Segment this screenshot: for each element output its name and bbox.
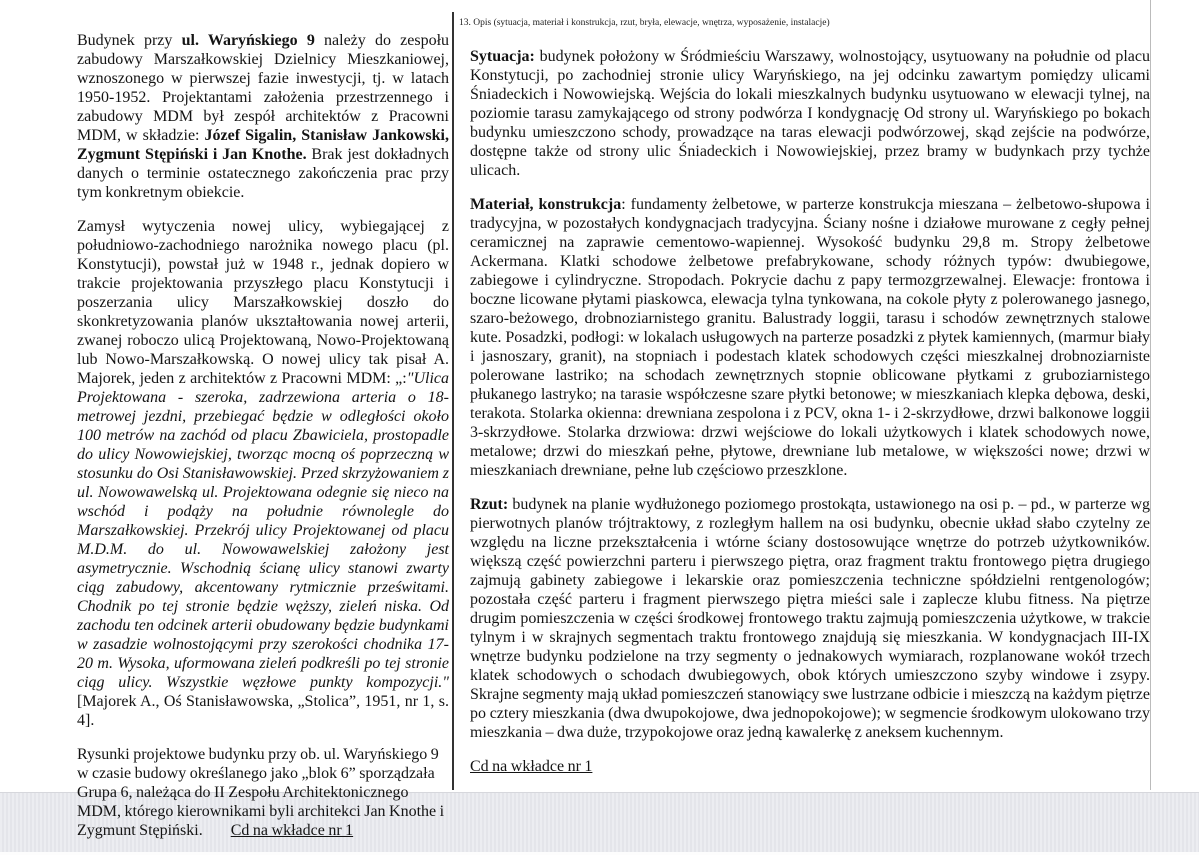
continued-link[interactable]: Cd na wkładce nr 1	[470, 758, 593, 775]
continued-paragraph	[470, 757, 1150, 776]
architects-bold: Józef Sigalin, Stanisław Jankowski, Zygmunt Stępiński i Jan Knothe.	[77, 127, 449, 163]
page-edge-line	[1150, 0, 1151, 790]
text: należy do zespołu zabudowy Marszałkowskiej Dzielnicy Mieszkaniowej, wznoszonego w pierwszej fazie inwestycji, tj. w latach 1950-1952. Projektantami założenia przestrzennego i zabudowy MDM był zespół architektów z Pracowni MDM, w składzie:	[77, 32, 450, 144]
history-paragraph	[77, 217, 449, 730]
plan-label: Rzut:	[470, 496, 509, 513]
section-header: 13. Opis (sytuacja, materiał i konstrukcja, rzut, bryła, elewacje, wnętrza, wyposażenie, instalacje)	[459, 18, 830, 28]
text: : fundamenty żelbetowe, w parterze konstrukcja mieszana – żelbetowo-słupowa i tradycyjna, w pozostałych kondygnacjach tradycyjna. Ściany nośne i działowe murowane z cegły pełnej ceramicznej na zaprawie cementowo-wapiennej. Wysokość budynku 29,8 m. Stropy żelbetowe Ackermana. Klatki schodowe żelbetowe prefabrykowane, schody różnych typów: dwubiegowe, zabiegowe i cylindryczne. Stropodach. Pokrycie dachu z papy termozgrzewalnej. Elewacje: frontowa i boczne licowane płytami piaskowca, elewacja tylna tynkowana, na cokole płyty z polerowanego jasnego, szaro-beżowego, drobnoziarnistego granitu. Balustrady loggii, tarasu i schodów zewnętrznych stalowe kute. Posadzki, podłogi: w lokalach usługowych na parterze posadzki z płytek kamiennych, (marmur biały i jasnoszary, granit), na stopniach i podestach klatek schodowych części mieszkalnej drobnoziarniste polerowane lastriko; na schodach zewnętrznych stopnie oblicowane płytkami z gruboziarnistego płukanego lastryko; na tarasie współczesne szare płytki betonowe; w mieszkaniach klepka dębowa, deski, terakota. Stolarka okienna: drewniana zespolona i z PCV, okna 1- i 2-skrzydłowe, drzwi balkonowe loggii 3-skrzydłowe. Stolarka drzwiowa: drzwi wejściowe do lokali użytkowych i klatek schodowych nowe, metalowe; drzwi do mieszkań pełne, płytowe, drewniane lub metalowe, w większości nowe; drzwi w mieszkaniach drewniane, pełne lub częściowo przeszklone.	[470, 196, 1150, 479]
situation-label: Sytuacja:	[470, 48, 535, 65]
left-column	[77, 31, 449, 855]
text: budynek na planie wydłużonego poziomego prostokąta, ustawionego na osi p. – pd., w parterze wg pierwotnych planów trójtraktowy, z rozległym hallem na osi budynku, obecnie układ słabo czytelny ze względu na liczne przekształcenia i wtórne ściany dostosowujące wnętrze do potrzeb użytkowników. większą część powierzchni parteru i pierwszego piętra, oraz fragment traktu frontowego piętra drugiego zajmują gabinety zabiegowe i lekarskie oraz pomieszczenia techniczne spółdzielni rentgenologów; pozostała część parteru i fragment pierwszego piętra mieści sale i zaplecze klubu fitness. Na piętrze drugim pomieszczenia w części środkowej frontowego traktu zajmują pomieszczenia użytkowe, w trakcie tylnym i w skrajnych segmentach traktu frontowego znajdują się mieszkania. W kondygnacjach III-IX wnętrze budynku podzielone na trzy segmenty o jednakowych wymiarach, rozplanowane wokół trzech klatek schodowych o schodach dwubiegowych, obok których umieszczono szyby windowe i zsypy. Skrajne segmenty mają układ pomieszczeń stanowiący swe lustrzane odbicie i mieszczą na każdym piętrze po cztery mieszkania (dwa dwupokojowe, dwa jednopokojowe); w segmencie środkowym ulokowano trzy mieszkania – dwa duże, trzypokojowe oraz jedną kawalerkę z aneksem kuchennym.	[470, 496, 1150, 741]
drawings-paragraph	[77, 745, 449, 840]
material-paragraph	[470, 195, 1150, 480]
plan-paragraph	[470, 495, 1150, 742]
text: Rysunki projektowe budynku przy ob. ul. Waryńskiego 9 w czasie budowy określanego jako „blok 6” sporządzała Grupa 6, należąca do II Zespołu Architektonicznego MDM, którego kierownikami byli architekci Jan Knothe i Zygmunt Stępiński.	[77, 746, 445, 839]
citation: [Majorek A., Oś Stanisławowska, „Stolica”, 1951, nr 1, s. 4].	[77, 693, 449, 729]
right-column	[470, 47, 1150, 791]
situation-paragraph	[470, 47, 1150, 180]
intro-paragraph	[77, 31, 449, 202]
text: Budynek przy	[77, 32, 182, 49]
text: Zamysł wytyczenia nowej ulicy, wybiegającej z południowo-zachodniego narożnika nowego placu (pl. Konstytucji), powstał już w 1948 r., jednak dopiero w trakcie projektowania przyszłego placu Konstytucji i poszerzania ulicy Marszałkowskiej doszło do skonkretyzowania planów ukształtowania nowej arterii, zwanej roboczo ulicą Projektowaną, Nowo-Projektowaną lub Nowo-Marszałkowską. O nowej ulicy tak pisał A. Majorek, jeden z architektów z Pracowni MDM: „:	[77, 218, 449, 387]
text: Brak jest dokładnych danych o terminie ostatecznego zakończenia prac przy tym konkretnym obiekcie.	[77, 146, 450, 201]
address-bold: ul. Waryńskiego 9	[181, 32, 315, 49]
column-divider	[452, 12, 454, 790]
text: budynek położony w Śródmieściu Warszawy, wolnostojący, usytuowany na południe od placu Konstytucji, po zachodniej stronie ulicy Waryńskiego, na jej odcinku zawartym pomiędzy ulicami Śniadeckich i Nowowiejską. Wejścia do lokali mieszkalnych budynku usytuowano w elewacji tylnej, na poziomie tarasu zamykającego od strony podwórza I kondygnację Od strony ul. Waryńskiego po bokach budynku umieszczono schody, prowadzące na taras elewacji podwórzowej, skąd zejście na podwórze, dostępne także od strony ulic Śniadeckich i Nowowiejskiej, przez bramy w budynkach przy tychże ulicach.	[470, 48, 1150, 179]
continued-link[interactable]: Cd na wkładce nr 1	[230, 822, 354, 839]
quote-italic: "Ulica Projektowana - szeroka, zadrzewiona arteria o 18-metrowej jezdni, przebiegać będzie w odległości około 100 metrów na zachód od placu Zbawiciela, prostopadle do ulicy Nowowiejskiej, tworząc mocną oś poprzeczną w stosunku do Osi Stanisławowskiej. Przed skrzyżowaniem z ul. Nowowawelską ul. Projektowana odegnie się nieco na wschód i podąży na południe równolegle do Marszałkowskiej. Przekrój ulicy Projektowanej od placu M.D.M. do ul. Nowowawelskiej założony jest asymetrycznie. Wschodnią ścianę ulicy stanowi zwarty ciąg zabudowy, akcentowany rytmicznie prześwitami. Chodnik po tej stronie będzie węższy, zieleń niska. Od zachodu ten odcinek arterii obudowany będzie budynkami w zasadzie wolnostojącymi przy szerokości chodnika 17- 20 m. Wysoka, uformowana zieleń podkreśli po tej stronie ciąg ulicy. Wszystkie węzłowe punkty kompozycji."	[77, 370, 449, 691]
material-label: Materiał, konstrukcja	[470, 196, 622, 213]
